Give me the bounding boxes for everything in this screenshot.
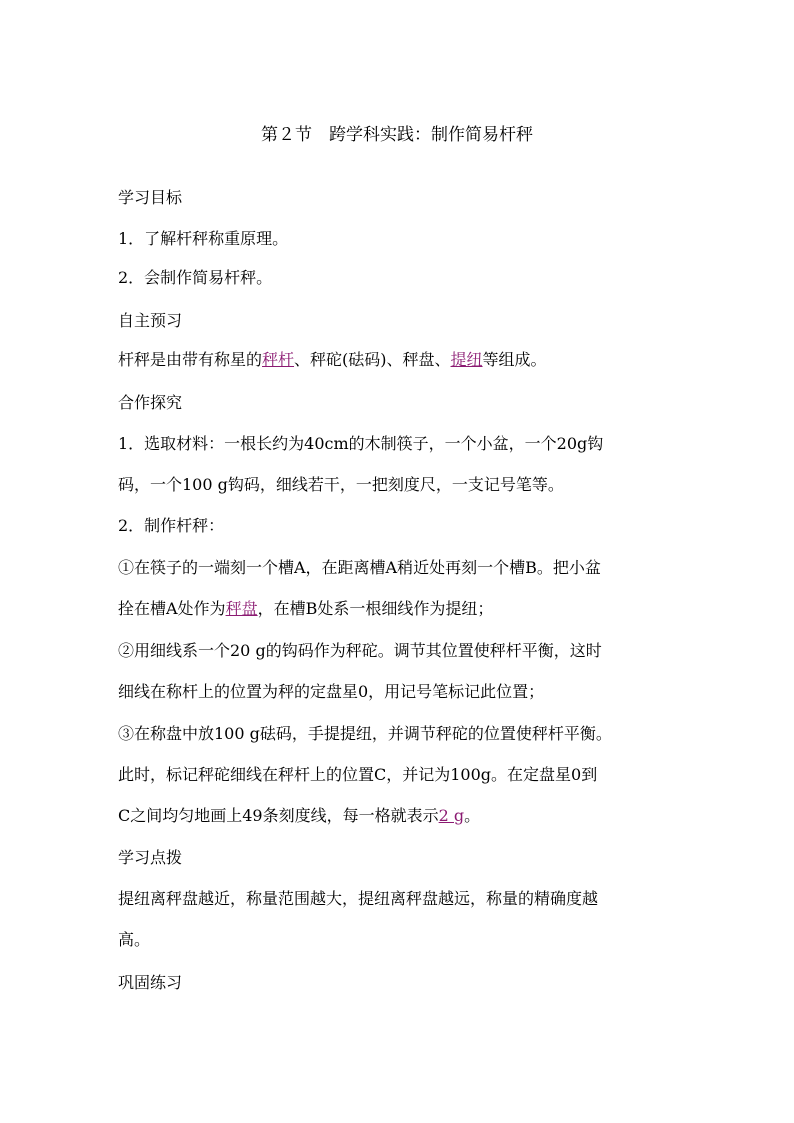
- tips-line2: 高。: [118, 930, 151, 949]
- explore-step1-line2: 码，一个100 g钩码，细线若干，一把刻度尺，一支记号笔等。: [118, 475, 564, 494]
- sub-step1-line1: ①在筷子的一端刻一个槽A，在距离槽A稍近处再刻一个槽B。把小盆: [118, 558, 601, 577]
- answer-blank-1: 秤杆: [262, 350, 295, 369]
- sub-step3-text-post: 。: [464, 806, 481, 825]
- preview-text-mid: 、秤砣(砝码)、秤盘、: [294, 350, 451, 369]
- preview-text-pre: 杆秤是由带有称星的: [118, 350, 263, 369]
- preview-sentence: [118, 348, 688, 372]
- section-heading-goals: 学习目标: [118, 188, 183, 207]
- section-heading-preview: 自主预习: [118, 311, 183, 330]
- sub-step3-line2: 此时，标记秤砣细线在秤杆上的位置C，并记为100g。在定盘星0到: [118, 765, 598, 784]
- explore-step2-heading: 2．制作杆秤：: [118, 516, 225, 535]
- page-title: 第２节 跨学科实践：制作简易杆秤: [261, 125, 533, 145]
- tips-line1: 提纽离秤盘越近，称量范围越大，提纽离秤盘越远，称量的精确度越: [118, 889, 599, 908]
- goal-item-2: 2．会制作简易杆秤。: [118, 268, 273, 287]
- section-heading-tips: 学习点拨: [118, 848, 183, 867]
- section-heading-explore: 合作探究: [118, 393, 183, 412]
- answer-blank-4: 2 g: [438, 806, 465, 825]
- sub-step3-line3: [118, 804, 688, 828]
- sub-step1-text-pre: 拴在槽A处作为: [118, 599, 226, 618]
- sub-step3-line1: ③在称盘中放100 g砝码，手提提纽，并调节秤砣的位置使秤杆平衡。: [118, 724, 612, 743]
- explore-step1-line1: 1．选取材料：一根长约为40cm的木制筷子，一个小盆，一个20g钩: [118, 434, 604, 453]
- sub-step3-text-pre: C之间均匀地画上49条刻度线，每一格就表示: [118, 806, 439, 825]
- sub-step1-line2: [118, 597, 688, 621]
- answer-blank-3: 秤盘: [225, 599, 258, 618]
- sub-step2-line1: ②用细线系一个20 g的钩码作为秤砣。调节其位置使秤杆平衡，这时: [118, 641, 602, 660]
- goal-item-1: 1．了解杆秤称重原理。: [118, 229, 289, 248]
- sub-step2-line2: 细线在称杆上的位置为秤的定盘星0，用记号笔标记此位置；: [118, 682, 545, 701]
- sub-step1-text-post: ，在槽B处系一根细线作为提纽；: [257, 599, 494, 618]
- preview-text-post: 等组成。: [482, 350, 547, 369]
- answer-blank-2: 提纽: [450, 350, 483, 369]
- section-heading-practice: 巩固练习: [118, 973, 183, 992]
